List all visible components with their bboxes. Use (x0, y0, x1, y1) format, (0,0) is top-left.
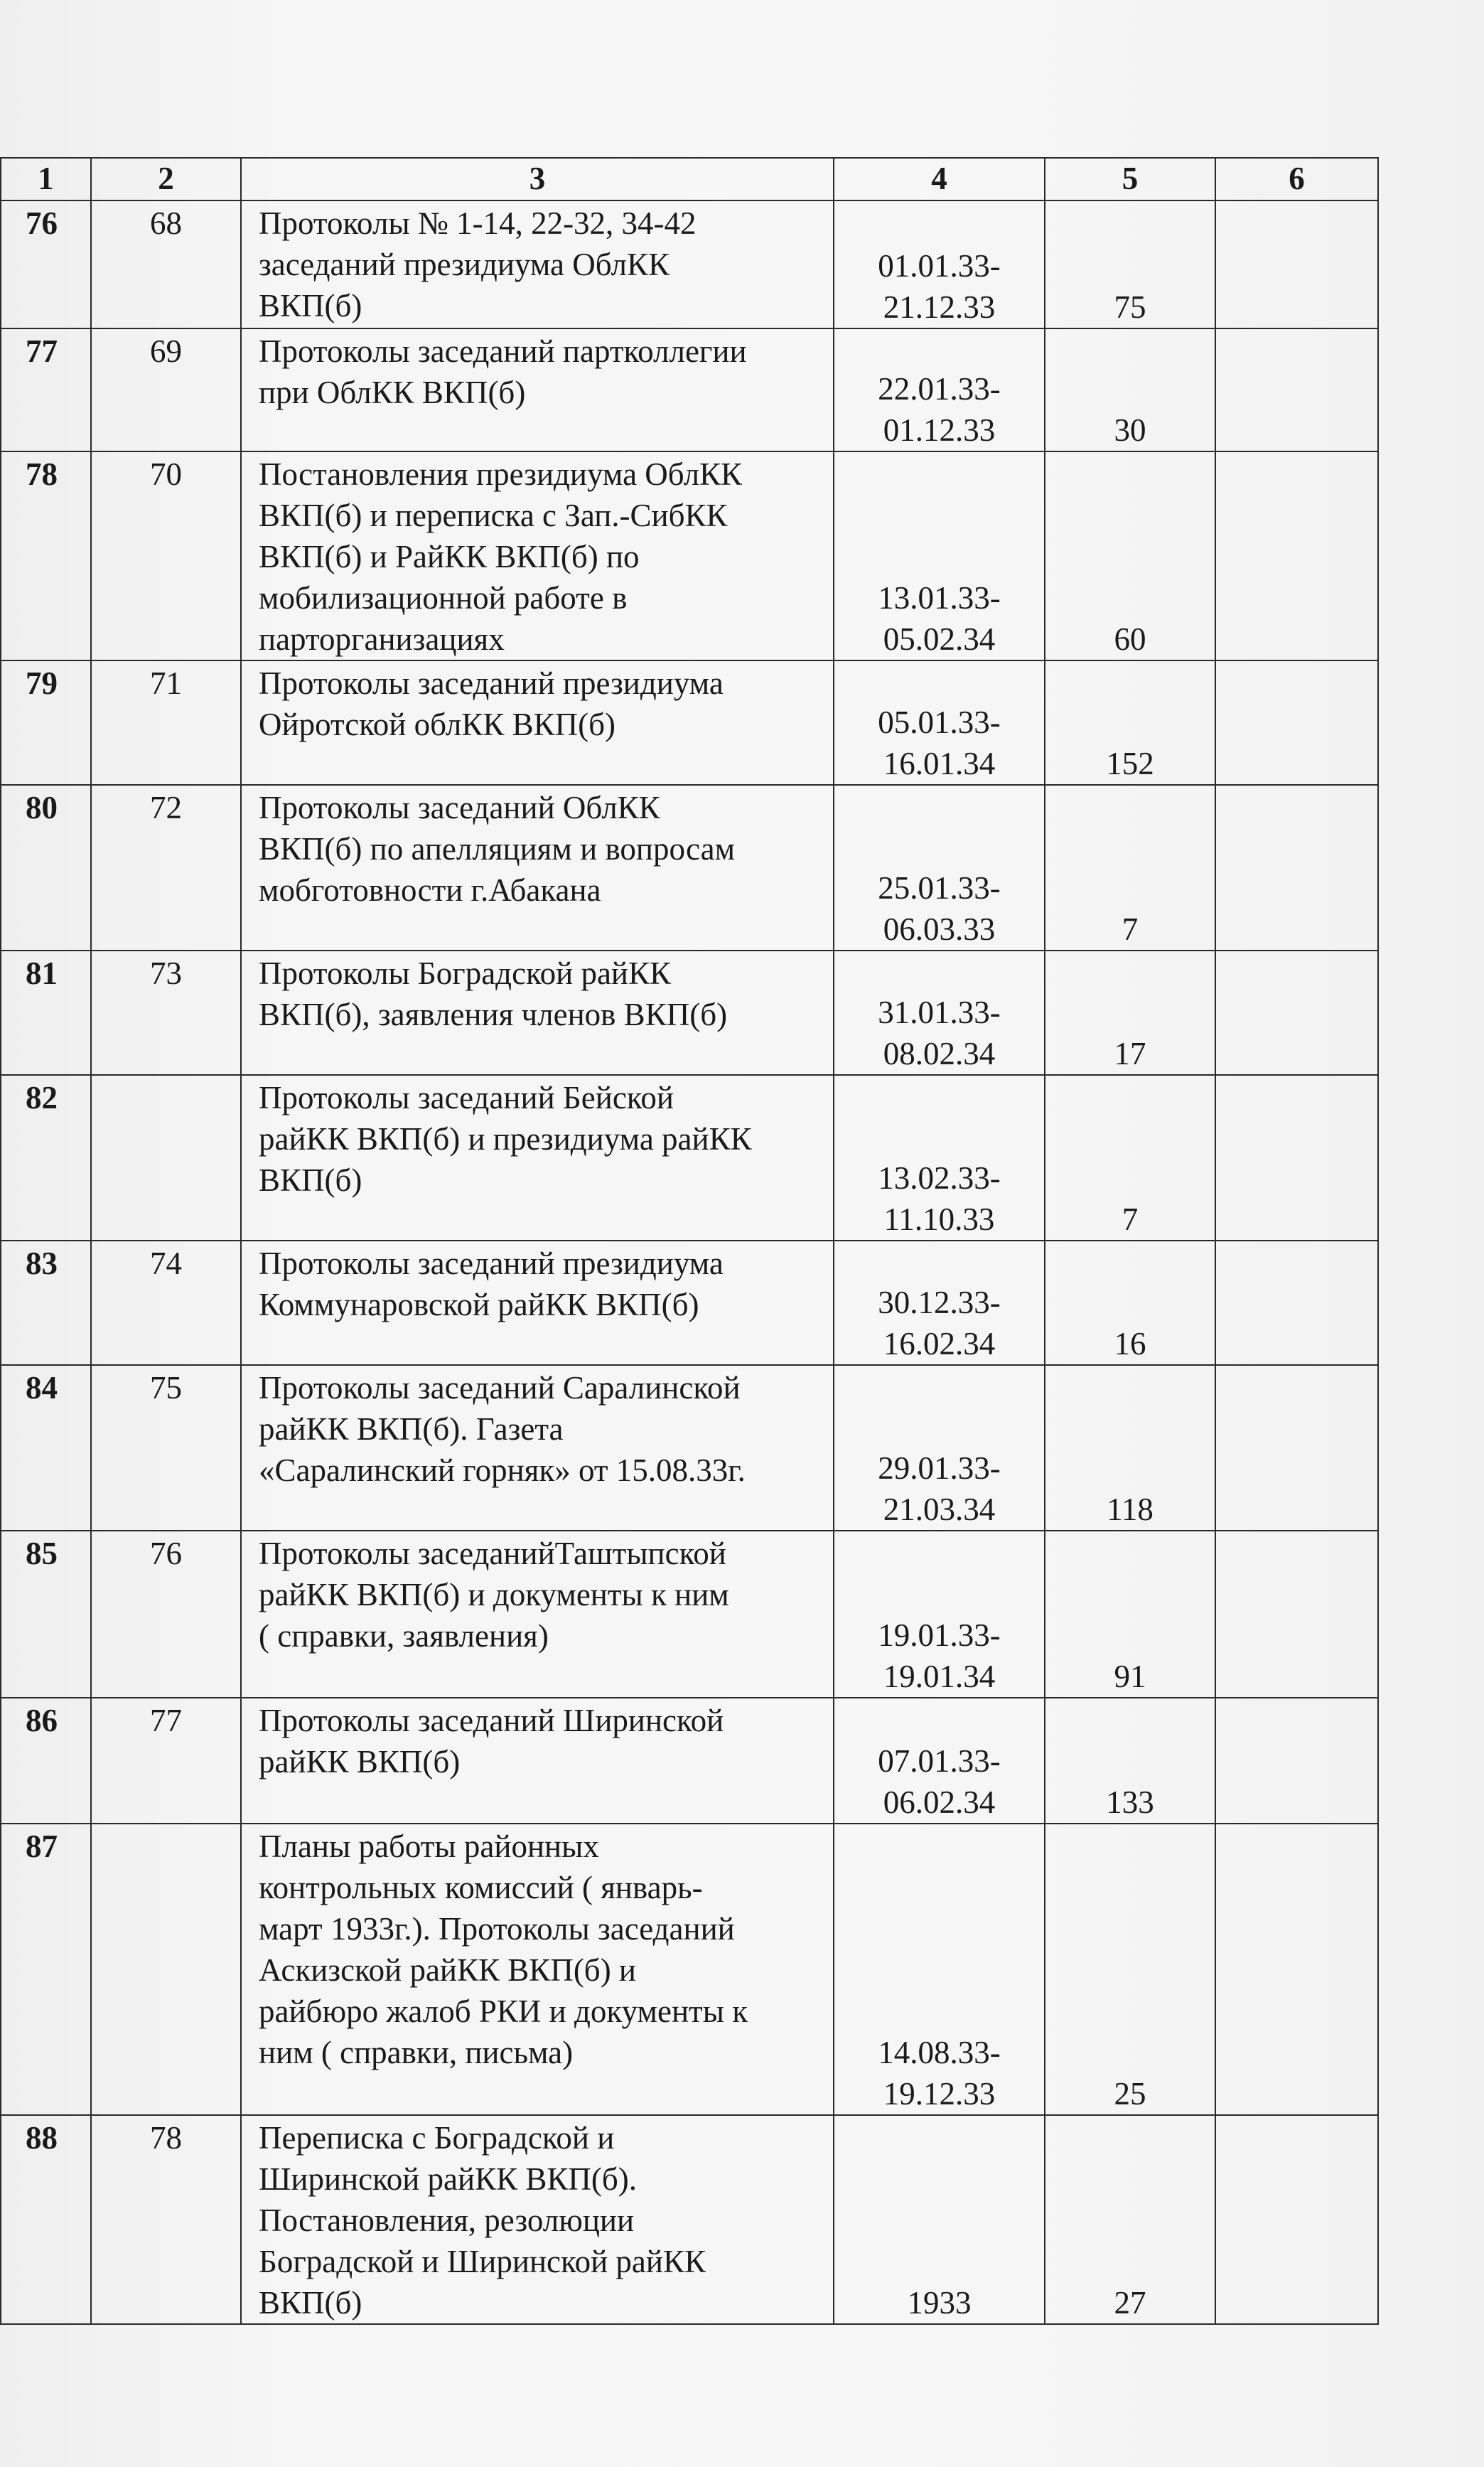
sheet-count: 118 (1045, 1365, 1215, 1531)
row-number: 82 (1, 1075, 91, 1241)
old-number (91, 1824, 241, 2115)
old-number: 78 (91, 2115, 241, 2324)
note (1215, 1824, 1378, 2115)
file-dates (834, 1531, 1045, 1698)
sheet-count: 133 (1045, 1698, 1215, 1824)
file-title-text: Протоколы заседаний Бейской райКК ВКП(б) и президиума райКК ВКП(б) (259, 1080, 752, 1198)
table-row (1, 660, 1378, 785)
note (1215, 328, 1378, 451)
sheet-count: 75 (1045, 200, 1215, 328)
old-number: 77 (91, 1698, 241, 1824)
note (1215, 1698, 1378, 1824)
file-dates-text: 29.01.33- 21.03.34 (878, 1450, 1001, 1527)
table-row (1, 328, 1378, 451)
note (1215, 660, 1378, 785)
header-col-3: 3 (241, 158, 834, 200)
file-title (241, 1531, 834, 1698)
file-dates (834, 785, 1045, 951)
header-col-2: 2 (91, 158, 241, 200)
old-number: 70 (91, 451, 241, 660)
row-number: 85 (1, 1531, 91, 1698)
note (1215, 1241, 1378, 1365)
file-dates-text: 13.02.33- 11.10.33 (878, 1160, 1001, 1237)
table-row (1, 1075, 1378, 1241)
sheet-count: 27 (1045, 2115, 1215, 2324)
file-dates-text: 25.01.33- 06.03.33 (878, 870, 1001, 947)
file-dates-text: 22.01.33- 01.12.33 (878, 371, 1001, 448)
sheet-count: 30 (1045, 328, 1215, 451)
sheet-count: 7 (1045, 785, 1215, 951)
header-col-1: 1 (1, 158, 91, 200)
file-title (241, 1824, 834, 2115)
old-number: 69 (91, 328, 241, 451)
row-number: 81 (1, 951, 91, 1075)
file-dates (834, 951, 1045, 1075)
file-dates (834, 451, 1045, 660)
file-title-text: Протоколы заседаний президиума Ойротской облКК ВКП(б) (259, 665, 724, 742)
old-number (91, 1075, 241, 1241)
table-row (1, 1824, 1378, 2115)
old-number: 74 (91, 1241, 241, 1365)
file-dates (834, 200, 1045, 328)
header-row (1, 158, 1378, 200)
file-title-text: Протоколы заседаний Саралинской райКК ВКП(б). Газета «Саралинский горняк» от 15.08.33г. (259, 1370, 746, 1488)
file-dates (834, 1075, 1045, 1241)
file-title (241, 1365, 834, 1531)
file-title (241, 451, 834, 660)
file-dates (834, 328, 1045, 451)
file-dates-text: 1933 (907, 2285, 972, 2321)
note (1215, 951, 1378, 1075)
old-number: 72 (91, 785, 241, 951)
file-title (241, 1075, 834, 1241)
file-title (241, 1698, 834, 1824)
row-number: 88 (1, 2115, 91, 2324)
table-row (1, 951, 1378, 1075)
sheet-count: 16 (1045, 1241, 1215, 1365)
sheet-count: 25 (1045, 1824, 1215, 2115)
sheet-count: 7 (1045, 1075, 1215, 1241)
note (1215, 1531, 1378, 1698)
table-row (1, 451, 1378, 660)
file-dates-text: 01.01.33- 21.12.33 (878, 248, 1001, 325)
row-number: 77 (1, 328, 91, 451)
file-dates (834, 1241, 1045, 1365)
file-title-text: Протоколы № 1-14, 22-32, 34-42 заседаний президиума ОблКК ВКП(б) (259, 205, 697, 323)
old-number: 76 (91, 1531, 241, 1698)
note (1215, 200, 1378, 328)
file-title-text: Протоколы заседаний партколлегии при ОблКК ВКП(б) (259, 333, 747, 410)
file-title-text: Протоколы заседаний Ширинской райКК ВКП(б) (259, 1703, 724, 1780)
file-title (241, 200, 834, 328)
sheet-count: 91 (1045, 1531, 1215, 1698)
sheet-count: 60 (1045, 451, 1215, 660)
table-row (1, 1698, 1378, 1824)
file-title-text: Планы работы районных контрольных комиссий ( январь- март 1933г.). Протоколы заседаний Аскизской райКК ВКП(б) и райбюро жалоб РКИ и документы к ним ( справки, письма) (259, 1829, 748, 2070)
file-title (241, 951, 834, 1075)
file-dates (834, 1365, 1045, 1531)
table-row (1, 1365, 1378, 1531)
file-title (241, 2115, 834, 2324)
old-number: 71 (91, 660, 241, 785)
header-col-6: 6 (1215, 158, 1378, 200)
row-number: 87 (1, 1824, 91, 2115)
note (1215, 2115, 1378, 2324)
file-dates-text: 30.12.33- 16.02.34 (878, 1285, 1001, 1361)
old-number: 73 (91, 951, 241, 1075)
file-title (241, 1241, 834, 1365)
row-number: 84 (1, 1365, 91, 1531)
row-number: 78 (1, 451, 91, 660)
archive-inventory-table (0, 157, 1379, 2325)
file-title-text: Протоколы Боградской райКК ВКП(б), заявления членов ВКП(б) (259, 956, 728, 1032)
file-dates-text: 05.01.33- 16.01.34 (878, 705, 1001, 781)
table-row (1, 785, 1378, 951)
file-title-text: Переписка с Боградской и Ширинской райКК ВКП(б). Постановления, резолюции Боградской и Ширинской райКК ВКП(б) (259, 2120, 706, 2321)
file-dates (834, 2115, 1045, 2324)
file-dates-text: 07.01.33- 06.02.34 (878, 1743, 1001, 1820)
file-title (241, 785, 834, 951)
row-number: 86 (1, 1698, 91, 1824)
file-title (241, 328, 834, 451)
table-row (1, 2115, 1378, 2324)
file-title (241, 660, 834, 785)
row-number: 76 (1, 200, 91, 328)
row-number: 80 (1, 785, 91, 951)
old-number: 68 (91, 200, 241, 328)
file-dates (834, 660, 1045, 785)
sheet-count: 152 (1045, 660, 1215, 785)
file-dates (834, 1698, 1045, 1824)
note (1215, 1365, 1378, 1531)
file-title-text: Протоколы заседанийТаштыпской райКК ВКП(б) и документы к ним ( справки, заявления) (259, 1536, 729, 1654)
sheet-count: 17 (1045, 951, 1215, 1075)
file-title-text: Протоколы заседаний президиума Коммунаровской райКК ВКП(б) (259, 1246, 724, 1322)
file-dates-text: 13.01.33- 05.02.34 (878, 580, 1001, 657)
file-dates-text: 19.01.33- 19.01.34 (878, 1617, 1001, 1694)
table-row (1, 200, 1378, 328)
note (1215, 451, 1378, 660)
note (1215, 785, 1378, 951)
old-number: 75 (91, 1365, 241, 1531)
file-dates (834, 1824, 1045, 2115)
note (1215, 1075, 1378, 1241)
file-title-text: Постановления президиума ОблКК ВКП(б) и переписка с Зап.-СибКК ВКП(б) и РайКК ВКП(б) по мобилизационной работе в парторганизациях (259, 456, 743, 657)
header-col-5: 5 (1045, 158, 1215, 200)
table-row (1, 1241, 1378, 1365)
file-dates-text: 14.08.33- 19.12.33 (878, 2035, 1001, 2112)
table-row (1, 1531, 1378, 1698)
row-number: 83 (1, 1241, 91, 1365)
file-title-text: Протоколы заседаний ОблКК ВКП(б) по апелляциям и вопросам мобготовности г.Абакана (259, 790, 736, 908)
row-number: 79 (1, 660, 91, 785)
header-col-4: 4 (834, 158, 1045, 200)
file-dates-text: 31.01.33- 08.02.34 (878, 995, 1001, 1071)
